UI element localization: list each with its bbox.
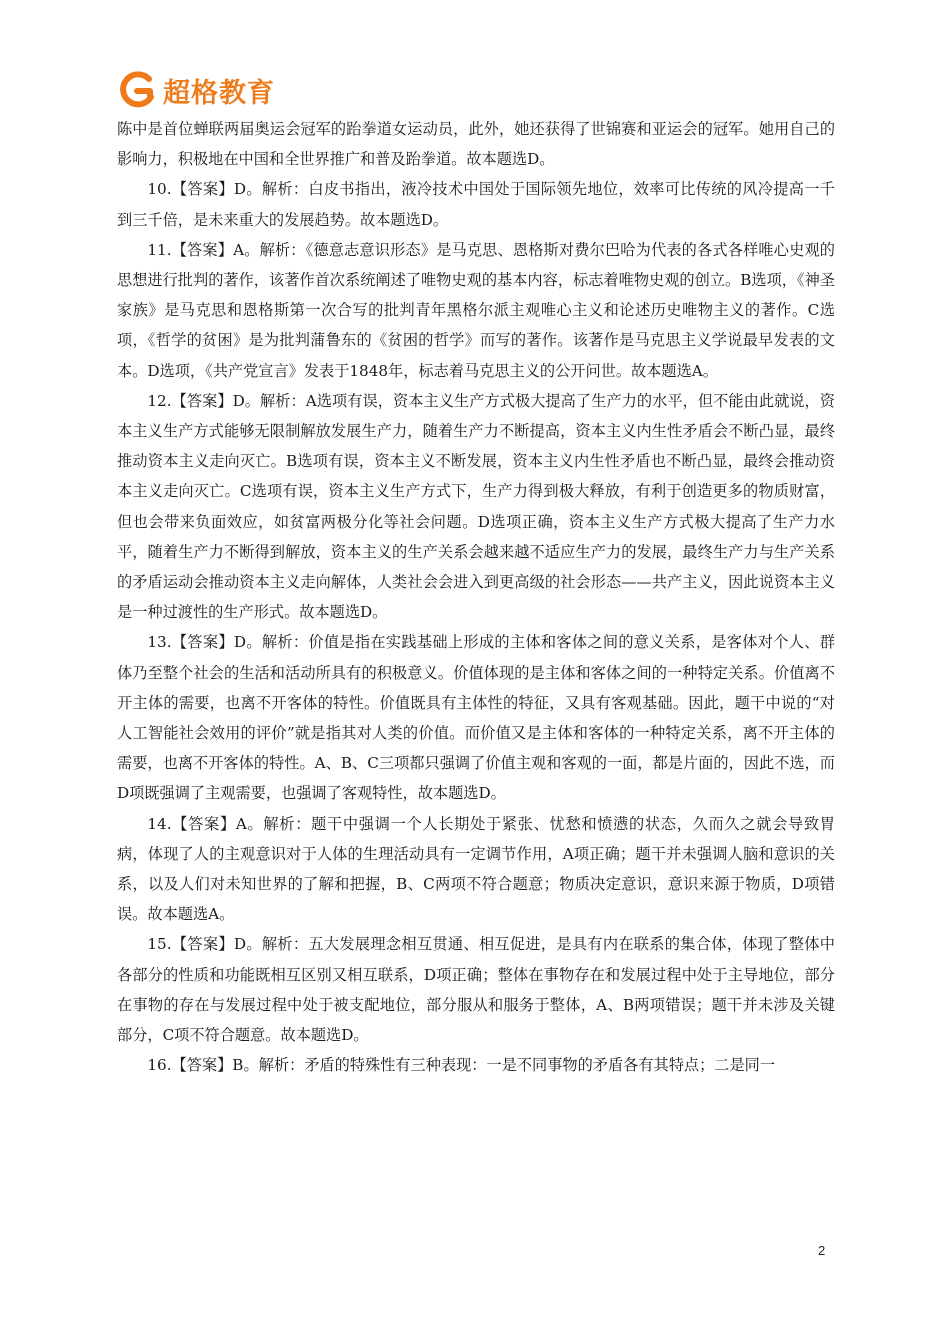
page-number: 2 <box>818 1243 826 1258</box>
logo-icon <box>117 70 157 110</box>
logo-text: 超格教育 <box>163 77 275 109</box>
answer-11: 11.【答案】A。解析：《德意志意识形态》是马克思、恩格斯对费尔巴哈为代表的各式各样唯心史观的思想进行批判的著作，该著作首次系统阐述了唯物史观的基本内容，标志着唯物史观的创立。B选项，《神圣家族》是马克思和恩格斯第一次合写的批判青年黑格尔派主观唯心主义和论述历史唯物主义的著作。C选项，《哲学的贫困》是为批判蒲鲁东的《贫困的哲学》而写的著作。该著作是马克思主义学说最早发表的文本。D选项，《共产党宣言》发表于1848年，标志着马克思主义的公开问世。故本题选A。 <box>117 240 835 380</box>
answer-14: 14.【答案】A。解析：题干中强调一个人长期处于紧张、忧愁和愤懑的状态，久而久之就会导致胃病，体现了人的主观意识对于人体的生理活动具有一定调节作用，A项正确；题干并未强调人脑和意识的关系，以及人们对未知世界的了解和把握，B、C两项不符合题意；物质决定意识，意识来源于物质，D项错误。故本题选A。 <box>117 814 835 924</box>
answer-16: 16.【答案】B。解析：矛盾的特殊性有三种表现：一是不同事物的矛盾各有其特点；二是同一 <box>147 1056 776 1075</box>
paragraph-continuation: 陈中是首位蝉联两届奥运会冠军的跆拳道女运动员，此外，她还获得了世锦赛和亚运会的冠军。她用自己的影响力，积极地在中国和全世界推广和普及跆拳道。故本题选D。 <box>117 120 835 169</box>
answer-10: 10.【答案】D。解析：白皮书指出，液冷技术中国处于国际领先地位，效率可比传统的风冷提高一千到三千倍，是未来重大的发展趋势。故本题选D。 <box>117 180 835 229</box>
answer-13: 13.【答案】D。解析：价值是指在实践基础上形成的主体和客体之间的意义关系，是客体对个人、群体乃至整个社会的生活和活动所具有的积极意义。价值体现的是主体和客体之间的一种特定关系。价值离不开主体的需要，也离不开客体的特性。价值既具有主体性的特征，又具有客观基础。因此，题干中说的“对人工智能社会效用的评价”就是指其对人类的价值。而价值又是主体和客体的一种特定关系，离不开主体的需要，也离不开客体的特性。A、B、C三项都只强调了价值主观和客观的一面，都是片面的，因此不选，而D项既强调了主观需要，也强调了客观特性，故本题选D。 <box>117 633 835 803</box>
document-body <box>117 114 835 1081</box>
answer-15: 15.【答案】D。解析：五大发展理念相互贯通、相互促进，是具有内在联系的集合体，体现了整体中各部分的性质和功能既相互区别又相互联系，D项正确；整体在事物存在和发展过程中处于主导地位，部分在事物的存在与发展过程中处于被支配地位，部分服从和服务于整体，A、B两项错误；题干并未涉及关键部分，C项不符合题意。故本题选D。 <box>117 935 835 1045</box>
answer-12: 12.【答案】D。解析：A选项有误，资本主义生产方式极大提高了生产力的水平，但不能由此就说，资本主义生产方式能够无限制解放发展生产力，随着生产力不断提高，资本主义内生性矛盾会不断凸显，最终推动资本主义走向灭亡。B选项有误，资本主义不断发展，资本主义内生性矛盾也不断凸显，最终会推动资本主义走向灭亡。C选项有误，资本主义生产方式下，生产力得到极大释放，有利于创造更多的物质财富，但也会带来负面效应，如贫富两极分化等社会问题。D选项正确，资本主义生产方式极大提高了生产力水平，随着生产力不断得到解放，资本主义的生产关系会越来越不适应生产力的发展，最终生产力与生产关系的矛盾运动会推动资本主义走向解体，人类社会会进入到更高级的社会形态——共产主义，因此说资本主义是一种过渡性的生产形式。故本题选D。 <box>117 391 835 622</box>
header <box>117 70 275 110</box>
